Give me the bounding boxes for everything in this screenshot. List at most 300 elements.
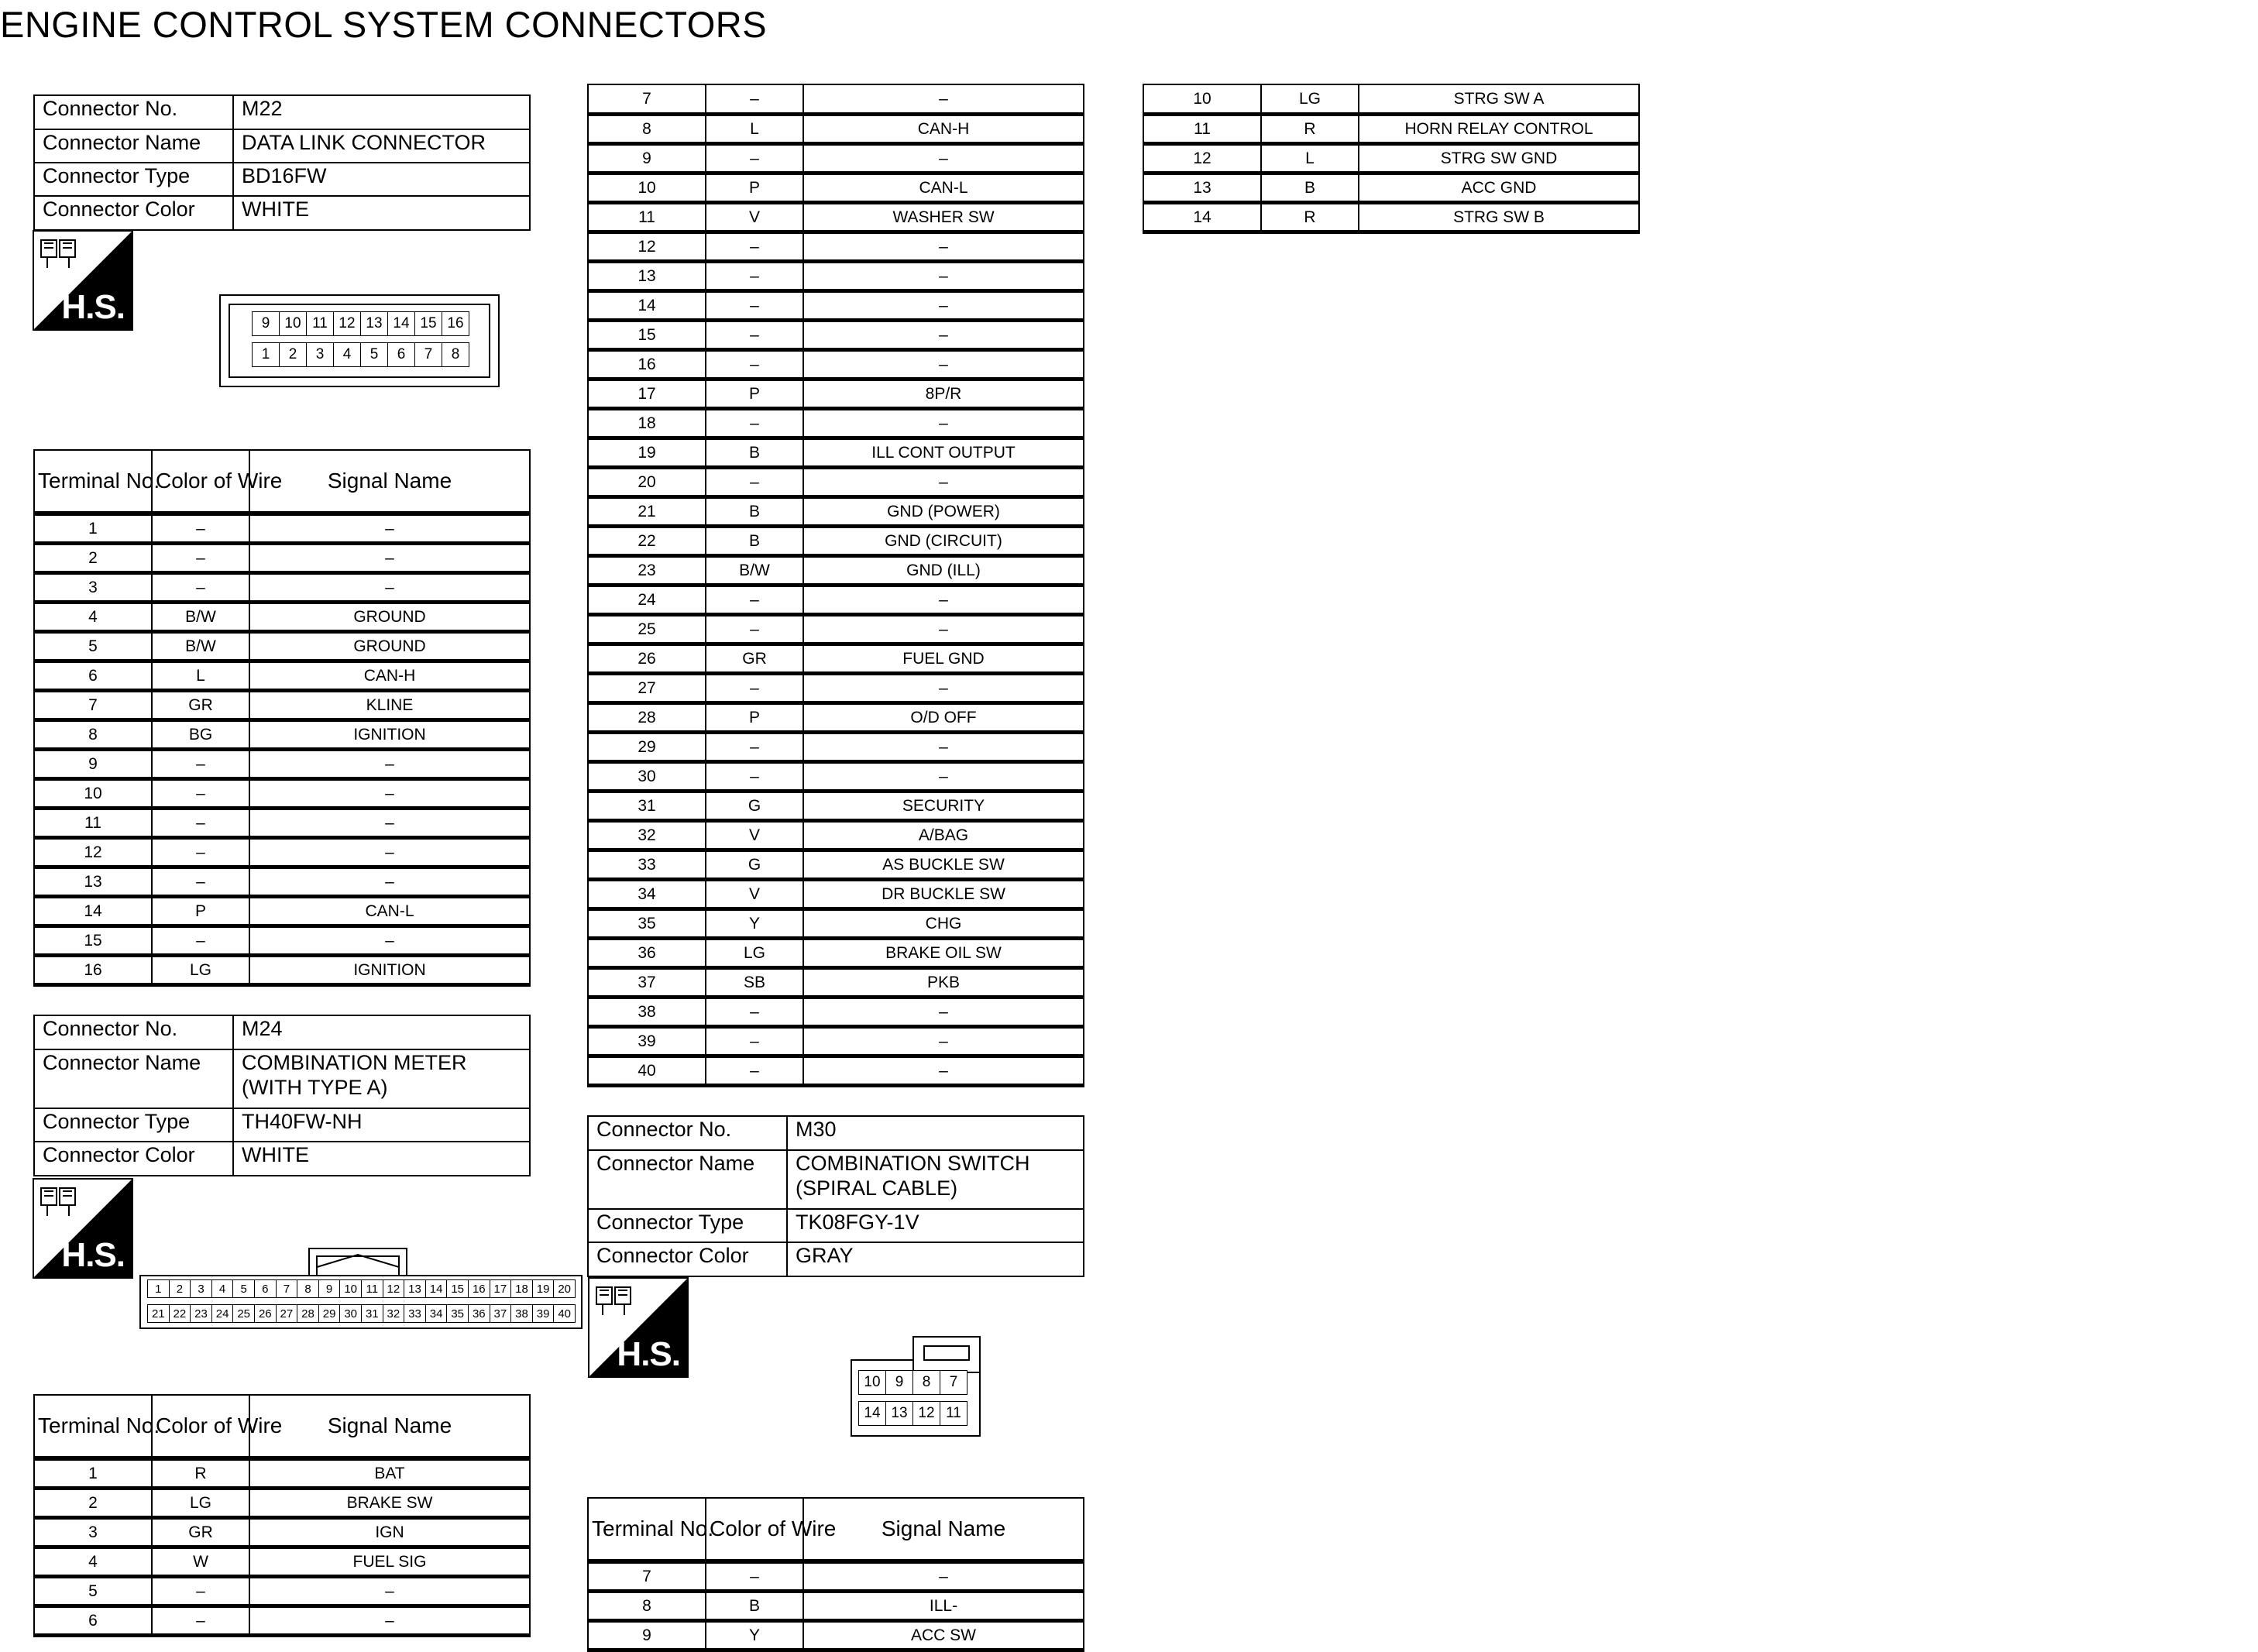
connector-color-label: Connector Color (588, 1242, 787, 1276)
connector-color-label: Connector Color (34, 1142, 233, 1176)
signal-name-cell: CHG (803, 908, 1084, 938)
terminal-no-cell: 11 (588, 202, 706, 232)
m30-connector-face (851, 1336, 981, 1437)
wire-color-cell: B (1261, 173, 1359, 202)
terminal-no-cell: 38 (588, 997, 706, 1026)
m24-info-table (33, 1015, 531, 1176)
table-row (588, 1591, 1084, 1620)
signal-name-cell: WASHER SW (803, 202, 1084, 232)
terminal-no-cell: 7 (34, 690, 152, 720)
terminal-no-cell: 34 (588, 879, 706, 908)
table-row (588, 84, 1084, 114)
pin-cell: 7 (940, 1370, 967, 1395)
table-row (588, 290, 1084, 320)
pin-cell: 23 (190, 1304, 212, 1323)
pin-cell: 16 (468, 1279, 490, 1298)
m24-connector-face (139, 1247, 583, 1329)
terminal-no-cell: 23 (588, 555, 706, 585)
hs-label: H.S. (617, 1335, 680, 1373)
wire-color-cell: – (706, 84, 803, 114)
pin-cell: 7 (414, 342, 442, 367)
pin-cell: 11 (361, 1279, 383, 1298)
pin-cell: 35 (446, 1304, 469, 1323)
pin-cell: 19 (532, 1279, 555, 1298)
pin-cell: 21 (147, 1304, 170, 1323)
pin-cell: 18 (510, 1279, 533, 1298)
signal-name-cell: FUEL GND (803, 644, 1084, 673)
table-row (34, 867, 530, 896)
table-row (34, 1517, 530, 1547)
wire-color-cell: – (706, 290, 803, 320)
table-row (34, 1458, 530, 1488)
pin-cell: 4 (211, 1279, 234, 1298)
terminal-no-cell: 3 (34, 572, 152, 602)
connector-color-value: WHITE (233, 196, 530, 230)
table-row (588, 967, 1084, 997)
signal-name-cell: – (803, 349, 1084, 379)
connector-no-value: M30 (787, 1116, 1084, 1150)
signal-name-cell: PKB (803, 967, 1084, 997)
signal-name-cell: – (249, 572, 530, 602)
signal-name-cell: GND (POWER) (803, 496, 1084, 526)
wire-color-cell: – (152, 1576, 249, 1606)
wire-color-cell: LG (1261, 84, 1359, 114)
wire-color-cell: L (152, 661, 249, 690)
terminal-no-cell: 19 (588, 438, 706, 467)
wire-color-cell: G (706, 791, 803, 820)
signal-name-cell: BRAKE SW (249, 1488, 530, 1517)
signal-name-cell: – (803, 614, 1084, 644)
signal-name-cell: – (803, 232, 1084, 261)
table-row (588, 879, 1084, 908)
wire-color-cell: – (706, 320, 803, 349)
pin-cell: 39 (532, 1304, 555, 1323)
wire-color-cell: – (152, 926, 249, 955)
signal-name-cell: ILL- (803, 1591, 1084, 1620)
m24-terminal-table-a (33, 1394, 531, 1637)
wire-color-cell: GR (152, 690, 249, 720)
signal-name-cell: – (803, 408, 1084, 438)
table-row (34, 1606, 530, 1635)
signal-name-cell: – (249, 1606, 530, 1635)
terminal-no-cell: 30 (588, 761, 706, 791)
m24-terminal-table-b (587, 84, 1084, 1087)
m30-terminal-table-a (587, 1497, 1084, 1652)
wire-color-cell: – (706, 232, 803, 261)
terminal-no-cell: 12 (1143, 143, 1261, 173)
pin-cell: 12 (383, 1279, 405, 1298)
signal-name-cell: FUEL SIG (249, 1547, 530, 1576)
connector-type-label: Connector Type (34, 1108, 233, 1142)
wire-color-cell: – (152, 867, 249, 896)
signal-name-cell: BRAKE OIL SW (803, 938, 1084, 967)
hs-label: H.S. (61, 1236, 125, 1274)
table-row (34, 749, 530, 778)
table-row (588, 143, 1084, 173)
pin-cell: 20 (553, 1279, 576, 1298)
pin-cell: 36 (468, 1304, 490, 1323)
signal-name-cell: STRG SW B (1359, 202, 1639, 232)
pin-cell: 1 (147, 1279, 170, 1298)
connector-no-label: Connector No. (588, 1116, 787, 1150)
terminal-no-cell: 10 (1143, 84, 1261, 114)
table-row (34, 572, 530, 602)
wire-color-cell: – (152, 1606, 249, 1635)
wire-color-cell: LG (152, 955, 249, 984)
terminal-no-cell: 18 (588, 408, 706, 438)
signal-name-cell: STRG SW A (1359, 84, 1639, 114)
table-row (588, 761, 1084, 791)
terminal-no-cell: 25 (588, 614, 706, 644)
terminal-no-cell: 13 (588, 261, 706, 290)
pin-cell: 31 (361, 1304, 383, 1323)
terminal-no-cell: 6 (34, 661, 152, 690)
signal-name-cell: – (249, 867, 530, 896)
table-row (34, 513, 530, 543)
table-row (1143, 114, 1639, 143)
terminal-no-cell: 11 (1143, 114, 1261, 143)
table-row (588, 467, 1084, 496)
terminal-no-cell: 8 (588, 1591, 706, 1620)
terminal-no-cell: 6 (34, 1606, 152, 1635)
connector-glyph-icon (38, 235, 84, 274)
connector-color-value: GRAY (787, 1242, 1084, 1276)
terminal-no-cell: 33 (588, 850, 706, 879)
signal-name-cell: ACC SW (803, 1620, 1084, 1650)
terminal-no-cell: 14 (34, 896, 152, 926)
signal-name-cell: AS BUCKLE SW (803, 850, 1084, 879)
pin-cell: 12 (333, 311, 361, 336)
table-row (34, 1576, 530, 1606)
terminal-no-cell: 31 (588, 791, 706, 820)
table-row (588, 379, 1084, 408)
table-row (1143, 173, 1639, 202)
pin-cell: 9 (252, 311, 280, 336)
signal-name-cell: 8P/R (803, 379, 1084, 408)
wire-color-cell: Y (706, 908, 803, 938)
signal-name-cell: – (249, 543, 530, 572)
terminal-no-cell: 4 (34, 1547, 152, 1576)
signal-name-cell: KLINE (249, 690, 530, 720)
pin-cell: 15 (414, 311, 442, 336)
terminal-no-cell: 5 (34, 631, 152, 661)
pin-cell: 9 (318, 1279, 341, 1298)
table-row (588, 202, 1084, 232)
terminal-no-cell: 15 (588, 320, 706, 349)
signal-name-cell: – (249, 837, 530, 867)
terminal-no-cell: 2 (34, 1488, 152, 1517)
terminal-no-cell: 17 (588, 379, 706, 408)
signal-name-header: Signal Name (249, 450, 530, 513)
wire-color-cell: B/W (152, 631, 249, 661)
table-row (34, 1488, 530, 1517)
signal-name-cell: – (803, 261, 1084, 290)
hs-label: H.S. (61, 288, 125, 326)
wire-color-cell: V (706, 820, 803, 850)
table-row (34, 808, 530, 837)
page-title: ENGINE CONTROL SYSTEM CONNECTORS (0, 4, 768, 45)
pin-cell: 32 (383, 1304, 405, 1323)
terminal-no-cell: 9 (34, 749, 152, 778)
table-row (1143, 84, 1639, 114)
wire-color-cell: – (706, 408, 803, 438)
m22-info-table (33, 94, 531, 231)
wire-color-cell: – (152, 572, 249, 602)
signal-name-cell: – (249, 1576, 530, 1606)
wire-color-cell: – (706, 732, 803, 761)
pin-cell: 25 (232, 1304, 255, 1323)
signal-name-header: Signal Name (249, 1395, 530, 1458)
signal-name-cell: – (803, 997, 1084, 1026)
wire-color-cell: – (706, 997, 803, 1026)
pin-cell: 8 (297, 1279, 319, 1298)
hs-badge (33, 231, 132, 330)
terminal-no-cell: 15 (34, 926, 152, 955)
pin-cell: 5 (232, 1279, 255, 1298)
wire-color-cell: GR (706, 644, 803, 673)
table-row (34, 690, 530, 720)
wire-color-header: Color of Wire (152, 450, 249, 513)
wire-color-cell: R (1261, 202, 1359, 232)
pin-cell: 37 (490, 1304, 512, 1323)
hs-badge (33, 1179, 132, 1278)
table-row (588, 644, 1084, 673)
signal-name-cell: SECURITY (803, 791, 1084, 820)
terminal-no-cell: 35 (588, 908, 706, 938)
terminal-no-cell: 7 (588, 84, 706, 114)
connector-type-value: TH40FW-NH (233, 1108, 530, 1142)
connector-name-label: Connector Name (34, 129, 233, 163)
signal-name-cell: CAN-H (249, 661, 530, 690)
connector-glyph-icon (38, 1183, 84, 1222)
wire-color-cell: P (706, 173, 803, 202)
table-row (34, 778, 530, 808)
table-row (1143, 143, 1639, 173)
table-row (1143, 202, 1639, 232)
pin-cell: 17 (490, 1279, 512, 1298)
signal-name-cell: DR BUCKLE SW (803, 879, 1084, 908)
connector-name-label: Connector Name (34, 1049, 233, 1108)
pin-cell: 13 (885, 1401, 913, 1426)
table-row (588, 820, 1084, 850)
connector-type-value: BD16FW (233, 163, 530, 196)
terminal-no-cell: 26 (588, 644, 706, 673)
pin-cell: 3 (306, 342, 334, 367)
table-row (34, 837, 530, 867)
pin-cell: 29 (318, 1304, 341, 1323)
wire-color-cell: – (706, 261, 803, 290)
connector-name-label: Connector Name (588, 1150, 787, 1209)
signal-name-cell: ACC GND (1359, 173, 1639, 202)
table-row (588, 438, 1084, 467)
connector-name-value: COMBINATION METER (WITH TYPE A) (233, 1049, 530, 1108)
connector-glyph-icon (593, 1283, 640, 1321)
wire-color-cell: BG (152, 720, 249, 749)
signal-name-cell: – (803, 761, 1084, 791)
wire-color-cell: LG (706, 938, 803, 967)
table-row (34, 926, 530, 955)
table-row (34, 543, 530, 572)
table-row (588, 1056, 1084, 1085)
pin-cell: 3 (190, 1279, 212, 1298)
wire-color-cell: R (1261, 114, 1359, 143)
terminal-no-header: Terminal No. (34, 1395, 152, 1458)
pin-cell: 30 (339, 1304, 362, 1323)
terminal-no-cell: 24 (588, 585, 706, 614)
pin-cell: 13 (404, 1279, 426, 1298)
wire-color-header: Color of Wire (706, 1498, 803, 1561)
wire-color-cell: – (152, 513, 249, 543)
pin-cell: 10 (858, 1370, 886, 1395)
wire-color-cell: P (152, 896, 249, 926)
pin-cell: 8 (912, 1370, 940, 1395)
wire-color-cell: V (706, 202, 803, 232)
signal-name-cell: – (803, 732, 1084, 761)
terminal-no-cell: 16 (588, 349, 706, 379)
connector-no-value: M24 (233, 1015, 530, 1049)
table-row (588, 732, 1084, 761)
signal-name-cell: – (803, 1056, 1084, 1085)
wire-color-cell: – (706, 143, 803, 173)
wire-color-cell: LG (152, 1488, 249, 1517)
terminal-no-cell: 8 (588, 114, 706, 143)
signal-name-cell: IGN (249, 1517, 530, 1547)
table-row (588, 496, 1084, 526)
terminal-no-cell: 20 (588, 467, 706, 496)
connector-no-value: M22 (233, 95, 530, 129)
wire-color-cell: B (706, 496, 803, 526)
pin-cell: 40 (553, 1304, 576, 1323)
connector-name-value: COMBINATION SWITCH (SPIRAL CABLE) (787, 1150, 1084, 1209)
pin-cell: 10 (279, 311, 307, 336)
signal-name-cell: CAN-H (803, 114, 1084, 143)
signal-name-cell: – (803, 673, 1084, 702)
signal-name-cell: BAT (249, 1458, 530, 1488)
terminal-no-cell: 28 (588, 702, 706, 732)
signal-name-header: Signal Name (803, 1498, 1084, 1561)
signal-name-cell: CAN-L (803, 173, 1084, 202)
wire-color-cell: B (706, 526, 803, 555)
pin-cell: 34 (425, 1304, 448, 1323)
connector-no-label: Connector No. (34, 95, 233, 129)
signal-name-cell: GROUND (249, 631, 530, 661)
table-row (588, 1561, 1084, 1591)
table-row (588, 173, 1084, 202)
signal-name-cell: A/BAG (803, 820, 1084, 850)
signal-name-cell: – (803, 467, 1084, 496)
signal-name-cell: – (803, 143, 1084, 173)
connector-color-value: WHITE (233, 1142, 530, 1176)
pin-cell: 2 (279, 342, 307, 367)
pin-cell: 6 (387, 342, 415, 367)
wire-color-cell: – (706, 614, 803, 644)
signal-name-cell: STRG SW GND (1359, 143, 1639, 173)
wire-color-cell: – (706, 1561, 803, 1591)
terminal-no-cell: 13 (34, 867, 152, 896)
terminal-no-cell: 12 (588, 232, 706, 261)
signal-name-cell: – (249, 808, 530, 837)
table-row (588, 850, 1084, 879)
terminal-no-cell: 3 (34, 1517, 152, 1547)
table-row (588, 614, 1084, 644)
pin-cell: 11 (940, 1401, 967, 1426)
table-row (588, 261, 1084, 290)
terminal-no-cell: 1 (34, 513, 152, 543)
terminal-no-cell: 29 (588, 732, 706, 761)
terminal-no-cell: 12 (34, 837, 152, 867)
signal-name-cell: – (803, 1026, 1084, 1056)
table-row (588, 997, 1084, 1026)
wire-color-cell: – (706, 761, 803, 791)
connector-color-label: Connector Color (34, 196, 233, 230)
table-row (588, 1026, 1084, 1056)
wire-color-cell: – (706, 585, 803, 614)
terminal-no-cell: 7 (588, 1561, 706, 1591)
pin-cell: 13 (360, 311, 388, 336)
pin-cell: 16 (442, 311, 469, 336)
wire-color-cell: GR (152, 1517, 249, 1547)
signal-name-cell: – (803, 320, 1084, 349)
table-row (34, 955, 530, 984)
table-row (588, 526, 1084, 555)
pin-cell: 28 (297, 1304, 319, 1323)
m24-latch-icon (308, 1247, 408, 1278)
wire-color-cell: – (706, 349, 803, 379)
signal-name-cell: – (249, 926, 530, 955)
signal-name-cell: – (249, 749, 530, 778)
terminal-no-cell: 1 (34, 1458, 152, 1488)
signal-name-cell: O/D OFF (803, 702, 1084, 732)
pin-cell: 38 (510, 1304, 533, 1323)
wire-color-cell: – (152, 808, 249, 837)
table-row (34, 896, 530, 926)
signal-name-cell: HORN RELAY CONTROL (1359, 114, 1639, 143)
wire-color-cell: B (706, 438, 803, 467)
terminal-no-cell: 32 (588, 820, 706, 850)
wire-color-cell: Y (706, 1620, 803, 1650)
table-row (34, 720, 530, 749)
pin-cell: 6 (254, 1279, 277, 1298)
table-row (588, 791, 1084, 820)
terminal-no-cell: 13 (1143, 173, 1261, 202)
signal-name-cell: – (803, 585, 1084, 614)
pin-cell: 1 (252, 342, 280, 367)
m22-terminal-table (33, 449, 531, 987)
signal-name-cell: GND (CIRCUIT) (803, 526, 1084, 555)
pin-cell: 7 (276, 1279, 298, 1298)
wire-color-cell: SB (706, 967, 803, 997)
terminal-no-cell: 10 (34, 778, 152, 808)
terminal-no-header: Terminal No. (34, 450, 152, 513)
terminal-no-cell: 36 (588, 938, 706, 967)
pin-cell: 26 (254, 1304, 277, 1323)
signal-name-cell: IGNITION (249, 955, 530, 984)
signal-name-cell: – (803, 1561, 1084, 1591)
signal-name-cell: ILL CONT OUTPUT (803, 438, 1084, 467)
wire-color-cell: – (152, 543, 249, 572)
wire-color-cell: – (152, 837, 249, 867)
table-row (588, 673, 1084, 702)
signal-name-cell: GND (ILL) (803, 555, 1084, 585)
wire-color-cell: P (706, 379, 803, 408)
m30-terminal-table-b (1143, 84, 1640, 234)
signal-name-cell: – (249, 513, 530, 543)
wire-color-cell: – (706, 1056, 803, 1085)
wire-color-cell: P (706, 702, 803, 732)
terminal-no-cell: 14 (1143, 202, 1261, 232)
terminal-no-cell: 27 (588, 673, 706, 702)
wire-color-cell: B (706, 1591, 803, 1620)
